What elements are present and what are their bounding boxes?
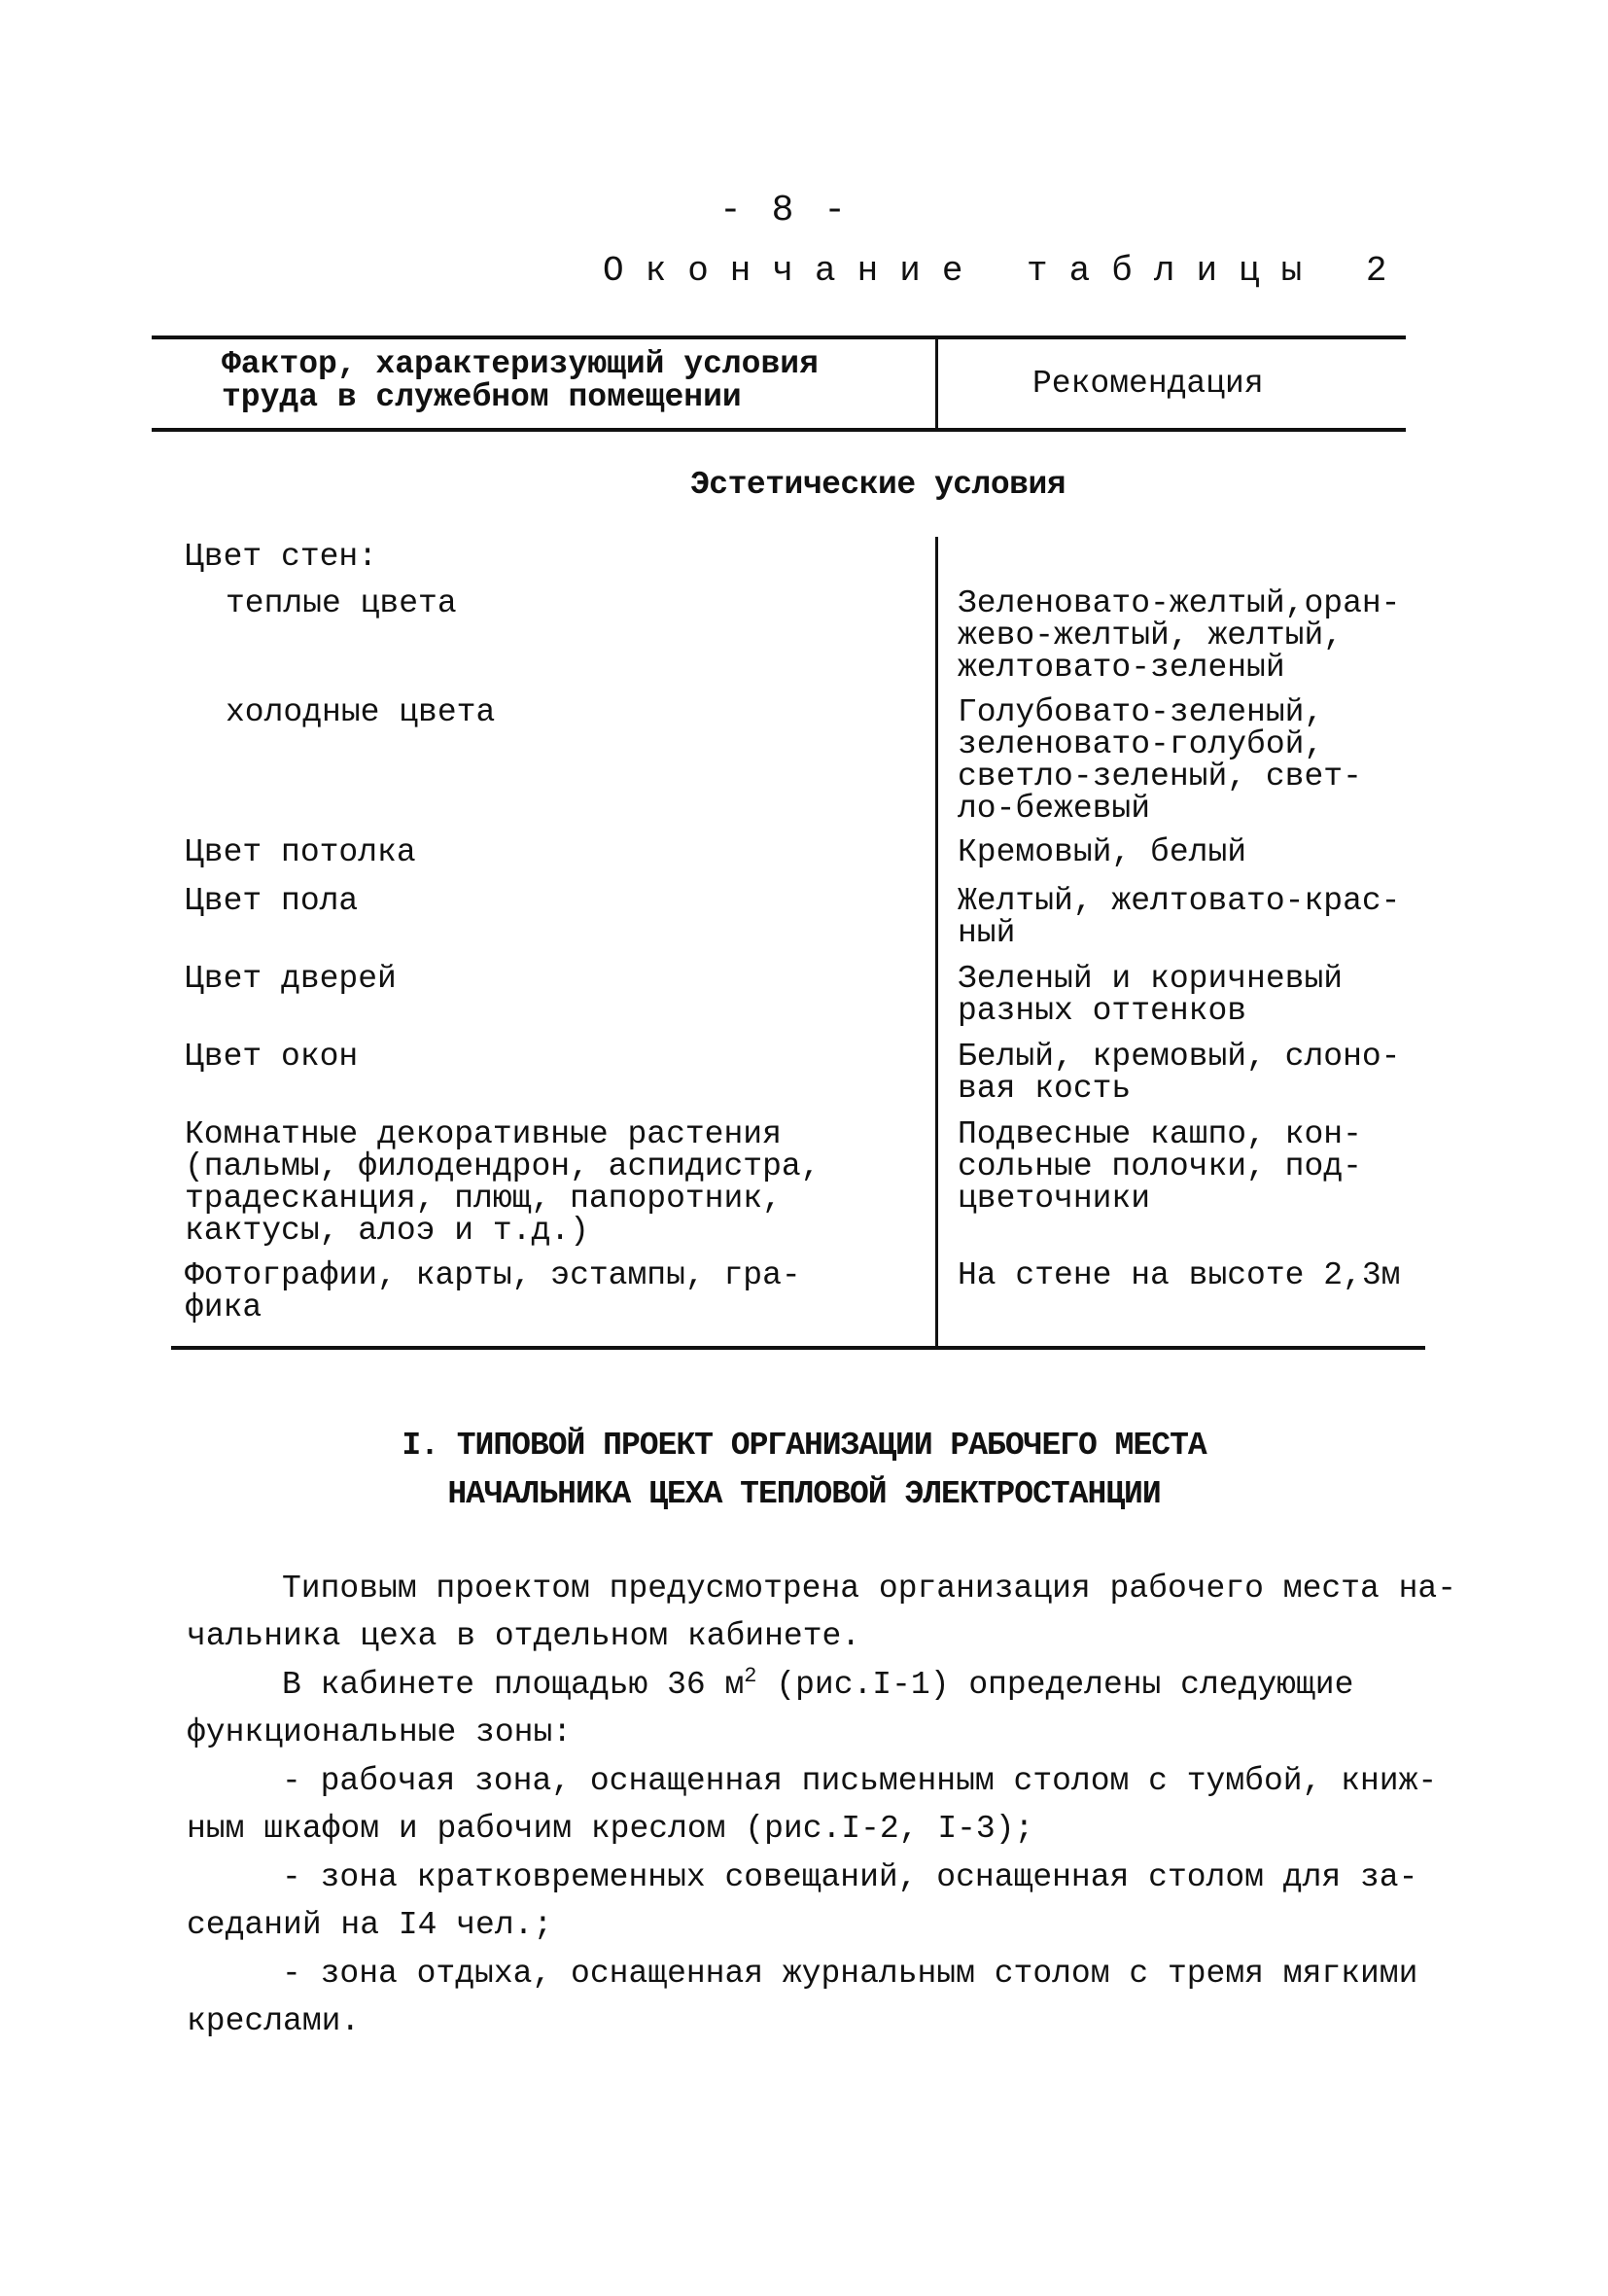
paragraph-2-line1 [282, 1664, 1354, 1703]
row-ceiling-label: Цвет потолка [185, 834, 416, 870]
header-factor-line2: труда в служебном помещении [222, 379, 742, 415]
row-doors-value: Зеленый и коричневый разных оттенков [958, 961, 1344, 1029]
header-bottom-rule [152, 428, 1406, 432]
row-windows-value: Белый, кремовый, слоно- вая кость [958, 1039, 1401, 1107]
header-column-divider [935, 336, 938, 431]
table-section-heading: Эстетические условия [690, 467, 1066, 503]
bullet-3-line1: - зона отдыха, оснащенная журнальным столом с тремя мягкими [282, 1956, 1418, 1992]
paragraph-2-text-a: В кабинете площадью 36 м [282, 1667, 745, 1703]
row-walls-label: Цвет стен: [185, 539, 378, 575]
table-header-factor [222, 348, 902, 414]
bullet-1-line2: ным шкафом и рабочим креслом (рис.I-2, I-3); [187, 1811, 1034, 1847]
row-ceiling-value: Кремовый, белый [958, 834, 1247, 870]
row-cold-colors-label: холодные цвета [226, 694, 496, 730]
table-caption: Окончание таблицы 2 [603, 251, 1409, 291]
section-title-line2: НАЧАЛЬНИКА ЦЕХА ТЕПЛОВОЙ ЭЛЕКТРОСТАНЦИИ [447, 1476, 1161, 1512]
bullet-1-line1: - рабочая зона, оснащенная письменным столом с тумбой, книж- [282, 1763, 1438, 1799]
paragraph-2-line2: функциональные зоны: [187, 1714, 573, 1750]
table-top-rule [152, 336, 1406, 339]
row-cold-colors-value: Голубовато-зеленый, зеленовато-голубой, светло-зеленый, свет- ло-бежевый [958, 694, 1362, 827]
row-doors-label: Цвет дверей [185, 961, 397, 997]
paragraph-1-line1: Типовым проектом предусмотрена организация рабочего места на- [282, 1571, 1456, 1607]
header-factor-line1: Фактор, характеризующий условия [222, 346, 819, 382]
row-floor-value: Желтый, желтовато-крас- ный [958, 883, 1401, 951]
row-floor-label: Цвет пола [185, 883, 359, 919]
row-photos-value: На стене на высоте 2,3м [958, 1257, 1401, 1293]
page-number-text: - 8 - [719, 190, 851, 231]
table-bottom-rule [171, 1346, 1425, 1350]
bullet-3-line2: креслами. [187, 2003, 361, 2039]
area-unit-superscript: 2 [744, 1664, 757, 1688]
row-warm-colors-value: Зеленовато-желтый,оран- жево-желтый, желтый, желтовато-зеленый [958, 585, 1401, 686]
paragraph-1-line2: чальника цеха в отдельном кабинете. [187, 1618, 861, 1654]
row-windows-label: Цвет окон [185, 1039, 359, 1075]
bullet-2-line1: - зона кратковременных совещаний, оснащенная столом для за- [282, 1859, 1418, 1895]
row-photos-label: Фотографии, карты, эстампы, гра- фика [185, 1257, 801, 1325]
paragraph-2-text-b: (рис.I-1) определены следующие [756, 1667, 1354, 1703]
row-plants-value: Подвесные кашпо, кон- сольные полочки, под- цветочники [958, 1116, 1362, 1217]
row-plants-label: Комнатные декоративные растения (пальмы, филодендрон, аспидистра, традесканция, плющ, папоротник, кактусы, алоэ и т.д.) [185, 1116, 821, 1249]
row-warm-colors-label: теплые цвета [226, 585, 457, 621]
section-title-line1: I. ТИПОВОЙ ПРОЕКТ ОРГАНИЗАЦИИ РАБОЧЕГО МЕСТА [402, 1428, 1206, 1464]
bullet-2-line2: седаний на I4 чел.; [187, 1907, 553, 1943]
table-header-recommendation: Рекомендация [1032, 366, 1264, 402]
